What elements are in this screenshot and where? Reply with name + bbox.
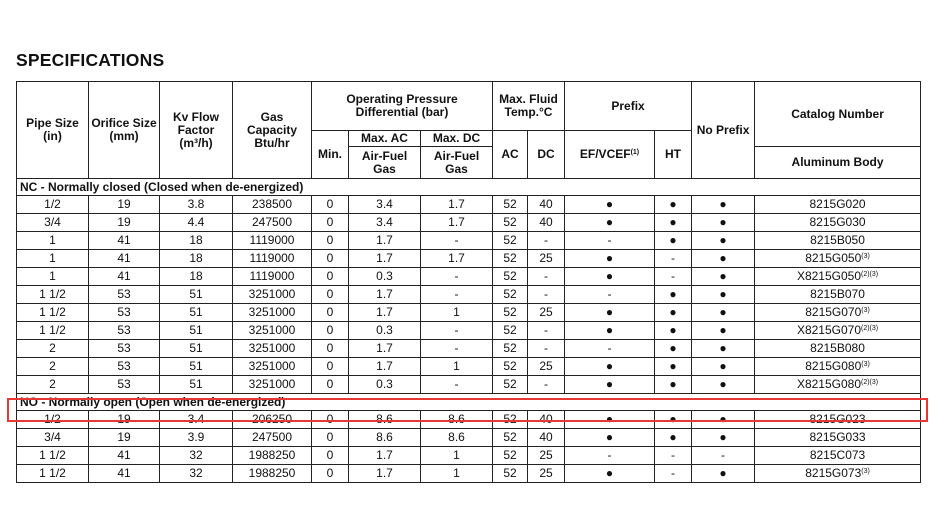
cell-ef: ●: [565, 465, 655, 483]
cell-noprefix: ●: [692, 304, 755, 322]
cell-max-dc: 8.6: [421, 429, 493, 447]
cell-temp-dc: 40: [528, 429, 565, 447]
table-body: [17, 179, 921, 483]
table-row: [17, 376, 921, 394]
cell-kv: 51: [160, 376, 233, 394]
header-orifice-size: Orifice Size (mm): [89, 82, 160, 179]
cell-ef: ●: [565, 304, 655, 322]
header-max-fluid-temp: Max. Fluid Temp.°C: [493, 82, 565, 131]
cell-temp-dc: 25: [528, 304, 565, 322]
cell-kv: 51: [160, 286, 233, 304]
cell-gas: 1988250: [233, 465, 312, 483]
cell-pipe: 3/4: [17, 214, 89, 232]
cell-orifice: 53: [89, 286, 160, 304]
cell-min: 0: [312, 429, 349, 447]
cell-max-dc: -: [421, 286, 493, 304]
cell-pipe: 1/2: [17, 196, 89, 214]
cell-noprefix: ●: [692, 429, 755, 447]
cell-catalog: [755, 429, 921, 447]
cell-catalog: [755, 286, 921, 304]
table-row: [17, 232, 921, 250]
cell-max-dc: 1.7: [421, 214, 493, 232]
cell-catalog: [755, 340, 921, 358]
cell-max-ac: 0.3: [349, 376, 421, 394]
cell-ht: ●: [655, 286, 692, 304]
cell-orifice: 41: [89, 268, 160, 286]
cell-gas: 247500: [233, 429, 312, 447]
header-temp-dc: DC: [528, 131, 565, 179]
cell-pipe: 1 1/2: [17, 322, 89, 340]
cell-pipe: 2: [17, 340, 89, 358]
cell-min: 0: [312, 340, 349, 358]
catalog-number: 8215G033: [809, 430, 866, 444]
cell-max-ac: 1.7: [349, 304, 421, 322]
table-row: [17, 358, 921, 376]
cell-min: 0: [312, 358, 349, 376]
catalog-number: X8215G080: [796, 377, 861, 391]
cell-pipe: 1: [17, 232, 89, 250]
header-gas-capacity: Gas Capacity Btu/hr: [233, 82, 312, 179]
cell-noprefix: ●: [692, 196, 755, 214]
cell-temp-ac: 52: [493, 376, 528, 394]
cell-gas: 238500: [233, 196, 312, 214]
cell-max-dc: 1: [421, 447, 493, 465]
cell-temp-ac: 52: [493, 465, 528, 483]
catalog-number: 8215G030: [809, 215, 866, 229]
cell-min: 0: [312, 268, 349, 286]
cell-temp-dc: -: [528, 376, 565, 394]
cell-gas: 3251000: [233, 358, 312, 376]
cell-temp-ac: 52: [493, 358, 528, 376]
cell-kv: 18: [160, 232, 233, 250]
table-row: [17, 196, 921, 214]
catalog-footnote: (3): [861, 307, 870, 314]
cell-max-dc: -: [421, 340, 493, 358]
catalog-footnote: (2)(3): [861, 325, 879, 332]
cell-kv: 4.4: [160, 214, 233, 232]
catalog-number: 8215G080: [805, 359, 862, 373]
cell-pipe: 1 1/2: [17, 286, 89, 304]
cell-ht: ●: [655, 214, 692, 232]
cell-gas: 3251000: [233, 286, 312, 304]
cell-temp-dc: 25: [528, 250, 565, 268]
table-row: [17, 286, 921, 304]
cell-temp-dc: 25: [528, 358, 565, 376]
catalog-number: X8215G050: [796, 269, 861, 283]
cell-max-dc: -: [421, 268, 493, 286]
cell-catalog: [755, 322, 921, 340]
cell-ef: ●: [565, 196, 655, 214]
cell-gas: 247500: [233, 214, 312, 232]
cell-orifice: 41: [89, 447, 160, 465]
catalog-number: 8215G073: [805, 466, 862, 480]
cell-ht: ●: [655, 232, 692, 250]
cell-pipe: 1/2: [17, 411, 89, 429]
cell-max-dc: 8.6: [421, 411, 493, 429]
cell-noprefix: ●: [692, 376, 755, 394]
cell-temp-ac: 52: [493, 411, 528, 429]
cell-min: 0: [312, 286, 349, 304]
cell-kv: 32: [160, 447, 233, 465]
cell-noprefix: ●: [692, 465, 755, 483]
cell-min: 0: [312, 250, 349, 268]
cell-temp-dc: 40: [528, 411, 565, 429]
header-max-dc: Max. DC: [421, 131, 493, 147]
cell-min: 0: [312, 376, 349, 394]
section-header-row: [17, 179, 921, 196]
cell-max-dc: -: [421, 376, 493, 394]
page-title: SPECIFICATIONS: [16, 50, 165, 70]
cell-temp-ac: 52: [493, 429, 528, 447]
catalog-number: X8215G070: [796, 323, 861, 337]
cell-catalog: [755, 447, 921, 465]
catalog-number: 8215C073: [809, 448, 866, 462]
cell-max-ac: 3.4: [349, 196, 421, 214]
cell-max-ac: 1.7: [349, 358, 421, 376]
cell-max-dc: 1: [421, 358, 493, 376]
section-header-row: [17, 394, 921, 411]
header-no-prefix: No Prefix: [692, 82, 755, 179]
cell-catalog: [755, 358, 921, 376]
cell-gas: 1988250: [233, 447, 312, 465]
cell-noprefix: ●: [692, 214, 755, 232]
header-operating-pressure: Operating Pressure Differential (bar): [312, 82, 493, 131]
cell-orifice: 53: [89, 358, 160, 376]
table-row: [17, 340, 921, 358]
cell-ef: -: [565, 447, 655, 465]
cell-catalog: [755, 214, 921, 232]
cell-noprefix: ●: [692, 232, 755, 250]
section-label: NO - Normally open (Open when de-energized): [17, 394, 921, 411]
table-row: [17, 465, 921, 483]
catalog-number: 8215B070: [810, 287, 865, 301]
catalog-footnote: (3): [861, 361, 870, 368]
header-catalog-number: Catalog Number: [755, 82, 921, 147]
cell-temp-dc: 25: [528, 465, 565, 483]
cell-pipe: 1 1/2: [17, 304, 89, 322]
cell-kv: 51: [160, 304, 233, 322]
header-ef-vcef-note: (1): [630, 149, 640, 156]
catalog-number: 8215G020: [809, 197, 866, 211]
cell-ef: ●: [565, 358, 655, 376]
header-kv-flow: [160, 82, 233, 179]
header-ef-vcef: [565, 131, 655, 179]
cell-kv: 32: [160, 465, 233, 483]
cell-max-ac: 1.7: [349, 465, 421, 483]
cell-ht: ●: [655, 429, 692, 447]
cell-ef: ●: [565, 322, 655, 340]
cell-noprefix: ●: [692, 340, 755, 358]
cell-ht: -: [655, 250, 692, 268]
cell-ef: -: [565, 232, 655, 250]
cell-orifice: 53: [89, 304, 160, 322]
cell-pipe: 1 1/2: [17, 447, 89, 465]
cell-temp-dc: 25: [528, 447, 565, 465]
catalog-number: 8215G023: [809, 412, 866, 426]
cell-max-ac: 8.6: [349, 411, 421, 429]
cell-temp-dc: -: [528, 286, 565, 304]
cell-kv: 18: [160, 250, 233, 268]
cell-min: 0: [312, 232, 349, 250]
cell-max-dc: 1: [421, 304, 493, 322]
cell-orifice: 41: [89, 465, 160, 483]
cell-temp-ac: 52: [493, 286, 528, 304]
cell-ef: ●: [565, 268, 655, 286]
cell-temp-ac: 52: [493, 340, 528, 358]
cell-min: 0: [312, 322, 349, 340]
cell-max-ac: 1.7: [349, 447, 421, 465]
cell-max-ac: 1.7: [349, 286, 421, 304]
cell-catalog: [755, 465, 921, 483]
catalog-footnote: (3): [861, 253, 870, 260]
cell-gas: 3251000: [233, 340, 312, 358]
header-ef-vcef-label: EF/VCEF: [579, 147, 631, 161]
cell-ef: ●: [565, 429, 655, 447]
cell-temp-dc: -: [528, 322, 565, 340]
catalog-number: 8215B050: [810, 233, 865, 247]
header-ht: HT: [655, 131, 692, 179]
cell-pipe: 3/4: [17, 429, 89, 447]
cell-noprefix: ●: [692, 411, 755, 429]
header-air-fuel-gas-ac: Air-Fuel Gas: [349, 147, 421, 179]
cell-pipe: 1 1/2: [17, 465, 89, 483]
cell-max-ac: 0.3: [349, 268, 421, 286]
cell-orifice: 53: [89, 340, 160, 358]
cell-max-ac: 1.7: [349, 340, 421, 358]
table-row: [17, 250, 921, 268]
cell-gas: 3251000: [233, 304, 312, 322]
cell-temp-ac: 52: [493, 214, 528, 232]
header-kv-flow-label: Kv Flow Factor: [172, 109, 219, 137]
cell-temp-ac: 52: [493, 196, 528, 214]
cell-temp-ac: 52: [493, 447, 528, 465]
cell-min: 0: [312, 411, 349, 429]
cell-min: 0: [312, 465, 349, 483]
cell-kv: 3.4: [160, 411, 233, 429]
cell-temp-ac: 52: [493, 322, 528, 340]
cell-orifice: 19: [89, 429, 160, 447]
cell-pipe: 1: [17, 268, 89, 286]
cell-orifice: 19: [89, 196, 160, 214]
table-row: [17, 447, 921, 465]
cell-gas: 3251000: [233, 376, 312, 394]
cell-ht: ●: [655, 322, 692, 340]
header-pipe-size: Pipe Size (in): [17, 82, 89, 179]
cell-min: 0: [312, 304, 349, 322]
cell-gas: 206250: [233, 411, 312, 429]
cell-ef: ●: [565, 376, 655, 394]
table-row: [17, 429, 921, 447]
cell-catalog: [755, 411, 921, 429]
cell-orifice: 19: [89, 411, 160, 429]
cell-ht: -: [655, 465, 692, 483]
cell-ht: ●: [655, 196, 692, 214]
cell-orifice: 53: [89, 322, 160, 340]
cell-kv: 51: [160, 322, 233, 340]
cell-catalog: [755, 250, 921, 268]
cell-temp-dc: 40: [528, 196, 565, 214]
catalog-number: 8215B080: [810, 341, 865, 355]
cell-catalog: [755, 232, 921, 250]
cell-min: 0: [312, 447, 349, 465]
cell-temp-dc: 40: [528, 214, 565, 232]
header-aluminum-body: Aluminum Body: [755, 147, 921, 179]
header-max-ac: Max. AC: [349, 131, 421, 147]
cell-max-ac: 1.7: [349, 250, 421, 268]
cell-catalog: [755, 196, 921, 214]
cell-orifice: 41: [89, 250, 160, 268]
catalog-footnote: (2)(3): [861, 271, 879, 278]
cell-temp-dc: -: [528, 232, 565, 250]
table-row: [17, 322, 921, 340]
cell-max-ac: 3.4: [349, 214, 421, 232]
cell-ht: ●: [655, 304, 692, 322]
table-row: [17, 304, 921, 322]
specifications-table: [16, 81, 921, 483]
cell-max-dc: -: [421, 322, 493, 340]
cell-pipe: 2: [17, 358, 89, 376]
header-prefix: Prefix: [565, 82, 692, 131]
cell-gas: 1119000: [233, 232, 312, 250]
cell-noprefix: ●: [692, 322, 755, 340]
cell-ht: ●: [655, 411, 692, 429]
cell-max-dc: 1: [421, 465, 493, 483]
cell-ht: -: [655, 268, 692, 286]
cell-kv: 18: [160, 268, 233, 286]
cell-ef: -: [565, 286, 655, 304]
cell-temp-ac: 52: [493, 268, 528, 286]
cell-ef: ●: [565, 214, 655, 232]
cell-orifice: 53: [89, 376, 160, 394]
cell-pipe: 2: [17, 376, 89, 394]
cell-ef: ●: [565, 411, 655, 429]
cell-temp-dc: -: [528, 340, 565, 358]
cell-max-ac: 0.3: [349, 322, 421, 340]
cell-catalog: [755, 268, 921, 286]
catalog-number: 8215G070: [805, 305, 862, 319]
cell-temp-dc: -: [528, 268, 565, 286]
cell-noprefix: ●: [692, 250, 755, 268]
header-kv-unit: (m³/h): [179, 135, 213, 150]
cell-kv: 3.8: [160, 196, 233, 214]
table-row: [17, 268, 921, 286]
cell-pipe: 1: [17, 250, 89, 268]
cell-catalog: [755, 376, 921, 394]
catalog-footnote: (3): [861, 468, 870, 475]
cell-min: 0: [312, 196, 349, 214]
header-air-fuel-gas-dc: Air-Fuel Gas: [421, 147, 493, 179]
cell-max-ac: 1.7: [349, 232, 421, 250]
table-row: [17, 214, 921, 232]
cell-ht: ●: [655, 358, 692, 376]
header-min: Min.: [312, 131, 349, 179]
cell-gas: 1119000: [233, 250, 312, 268]
cell-ht: ●: [655, 376, 692, 394]
section-label: NC - Normally closed (Closed when de-energized): [17, 179, 921, 196]
cell-max-ac: 8.6: [349, 429, 421, 447]
cell-catalog: [755, 304, 921, 322]
cell-noprefix: ●: [692, 358, 755, 376]
cell-kv: 3.9: [160, 429, 233, 447]
cell-max-dc: 1.7: [421, 196, 493, 214]
cell-kv: 51: [160, 340, 233, 358]
header-temp-ac: AC: [493, 131, 528, 179]
cell-ef: ●: [565, 250, 655, 268]
catalog-number: 8215G050: [805, 251, 862, 265]
cell-max-dc: 1.7: [421, 250, 493, 268]
cell-temp-ac: 52: [493, 304, 528, 322]
cell-ht: -: [655, 447, 692, 465]
cell-noprefix: -: [692, 447, 755, 465]
cell-max-dc: -: [421, 232, 493, 250]
cell-ef: -: [565, 340, 655, 358]
cell-min: 0: [312, 214, 349, 232]
cell-ht: ●: [655, 340, 692, 358]
cell-gas: 1119000: [233, 268, 312, 286]
cell-orifice: 19: [89, 214, 160, 232]
cell-orifice: 41: [89, 232, 160, 250]
cell-temp-ac: 52: [493, 232, 528, 250]
cell-gas: 3251000: [233, 322, 312, 340]
catalog-footnote: (2)(3): [861, 379, 879, 386]
cell-kv: 51: [160, 358, 233, 376]
table-row: [17, 411, 921, 429]
cell-temp-ac: 52: [493, 250, 528, 268]
cell-noprefix: ●: [692, 268, 755, 286]
cell-noprefix: ●: [692, 286, 755, 304]
